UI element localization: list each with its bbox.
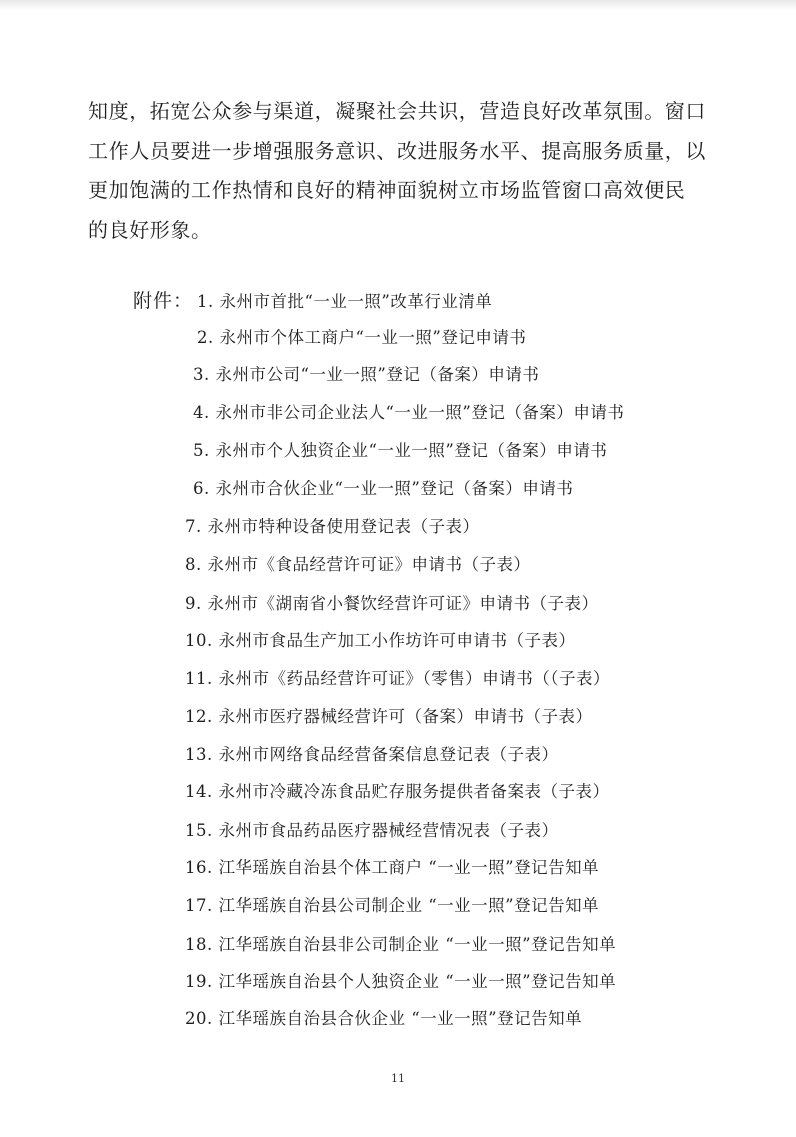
attachment-number: 11.: [185, 669, 213, 688]
attachment-title: 永州市特种设备使用登记表（子表）: [207, 517, 480, 536]
body-paragraph: [88, 92, 728, 250]
attachment-item-11: [185, 665, 610, 689]
scan-top-edge: [0, 0, 796, 10]
attachment-item-8: [185, 551, 531, 575]
attachment-item-17: [185, 892, 599, 916]
attachment-item-20: [185, 1005, 582, 1029]
attachment-number: 10.: [185, 631, 213, 650]
attachment-item-6: [193, 475, 573, 499]
attachments-label: 附件：: [133, 290, 194, 312]
attachment-title: 永州市食品药品医疗器械经营情况表（子表）: [218, 821, 559, 840]
attachment-title: 永州市非公司企业法人“一业一照”登记（备案）申请书: [215, 403, 625, 422]
attachment-title: 永州市首批“一业一照”改革行业清单: [219, 292, 493, 311]
attachment-number: 6.: [193, 479, 210, 498]
attachment-item-2: [197, 324, 526, 348]
attachment-item-5: [193, 437, 607, 461]
attachment-number: 16.: [185, 858, 213, 877]
attachment-number: 14.: [185, 782, 213, 801]
attachment-title: 永州市《湖南省小餐饮经营许可证》申请书（子表）: [207, 594, 599, 613]
attachment-item-4: [193, 399, 624, 423]
attachment-title: 永州市冷藏冷冻食品贮存服务提供者备案表（子表）: [218, 782, 610, 801]
attachment-number: 2.: [197, 328, 214, 347]
attachment-item-7: [185, 513, 480, 537]
attachment-title: 永州市网络食品经营备案信息登记表（子表）: [218, 745, 559, 764]
attachment-item-13: [185, 741, 559, 765]
attachment-number: 13.: [185, 745, 213, 764]
attachment-item-15: [185, 817, 559, 841]
attachment-number: 1.: [197, 292, 214, 311]
attachment-item-3: [193, 361, 539, 385]
paragraph-line: 的良好形象。: [88, 217, 212, 242]
attachment-title: 永州市食品生产加工小作坊许可申请书（子表）: [218, 631, 576, 650]
attachment-item-16: [185, 854, 599, 878]
attachment-title: 永州市合伙企业“一业一照”登记（备案）申请书: [215, 479, 574, 498]
attachment-item-9: [185, 590, 599, 614]
attachment-item-10: [185, 627, 576, 651]
attachment-title: 江华瑶族自治县个人独资企业 “一业一照”登记告知单: [218, 972, 617, 991]
page-number: 11: [391, 1072, 405, 1085]
attachment-number: 18.: [185, 935, 213, 954]
attachment-title: 江华瑶族自治县公司制企业 “一业一照”登记告知单: [218, 896, 600, 915]
attachment-number: 15.: [185, 821, 213, 840]
attachment-title: 永州市个人独资企业“一业一照”登记（备案）申请书: [215, 441, 608, 460]
attachment-number: 19.: [185, 972, 213, 991]
attachment-item-12: [185, 703, 593, 727]
attachment-number: 20.: [185, 1009, 213, 1028]
attachment-title: 永州市《药品经营许可证》（零售）申请书（（子表）: [218, 669, 610, 688]
attachment-number: 17.: [185, 896, 213, 915]
attachment-title: 永州市《食品经营许可证》申请书（子表）: [207, 555, 531, 574]
attachment-title: 永州市个体工商户“一业一照”登记申请书: [219, 328, 527, 347]
paragraph-line: 知度，拓宽公众参与渠道，凝聚社会共识，营造良好改革氛围。窗口: [88, 99, 706, 123]
attachment-number: 3.: [193, 365, 210, 384]
attachment-item-18: [185, 931, 616, 955]
attachment-title: 永州市医疗器械经营许可（备案）申请书（子表）: [218, 707, 593, 726]
attachment-title: 江华瑶族自治县合伙企业 “一业一照”登记告知单: [218, 1009, 583, 1028]
attachment-number: 5.: [193, 441, 210, 460]
paragraph-line: 更加饱满的工作热情和良好的精神面貌树立市场监管窗口高效便民: [88, 178, 686, 202]
attachment-item-19: [185, 968, 616, 992]
paragraph-line: 工作人员要进一步增强服务意识、改进服务水平、提高服务质量，以: [88, 138, 706, 163]
attachment-number: 9.: [185, 594, 202, 613]
attachment-title: 永州市公司“一业一照”登记（备案）申请书: [215, 365, 540, 384]
attachment-title: 江华瑶族自治县个体工商户 “一业一照”登记告知单: [218, 858, 600, 877]
attachment-number: 4.: [193, 403, 210, 422]
attachment-item-14: [185, 778, 610, 802]
attachment-title: 江华瑶族自治县非公司制企业 “一业一照”登记告知单: [218, 935, 617, 954]
attachment-number: 8.: [185, 555, 202, 574]
attachment-number: 12.: [185, 707, 213, 726]
attachment-item-1: [197, 288, 492, 312]
attachment-number: 7.: [185, 517, 202, 536]
